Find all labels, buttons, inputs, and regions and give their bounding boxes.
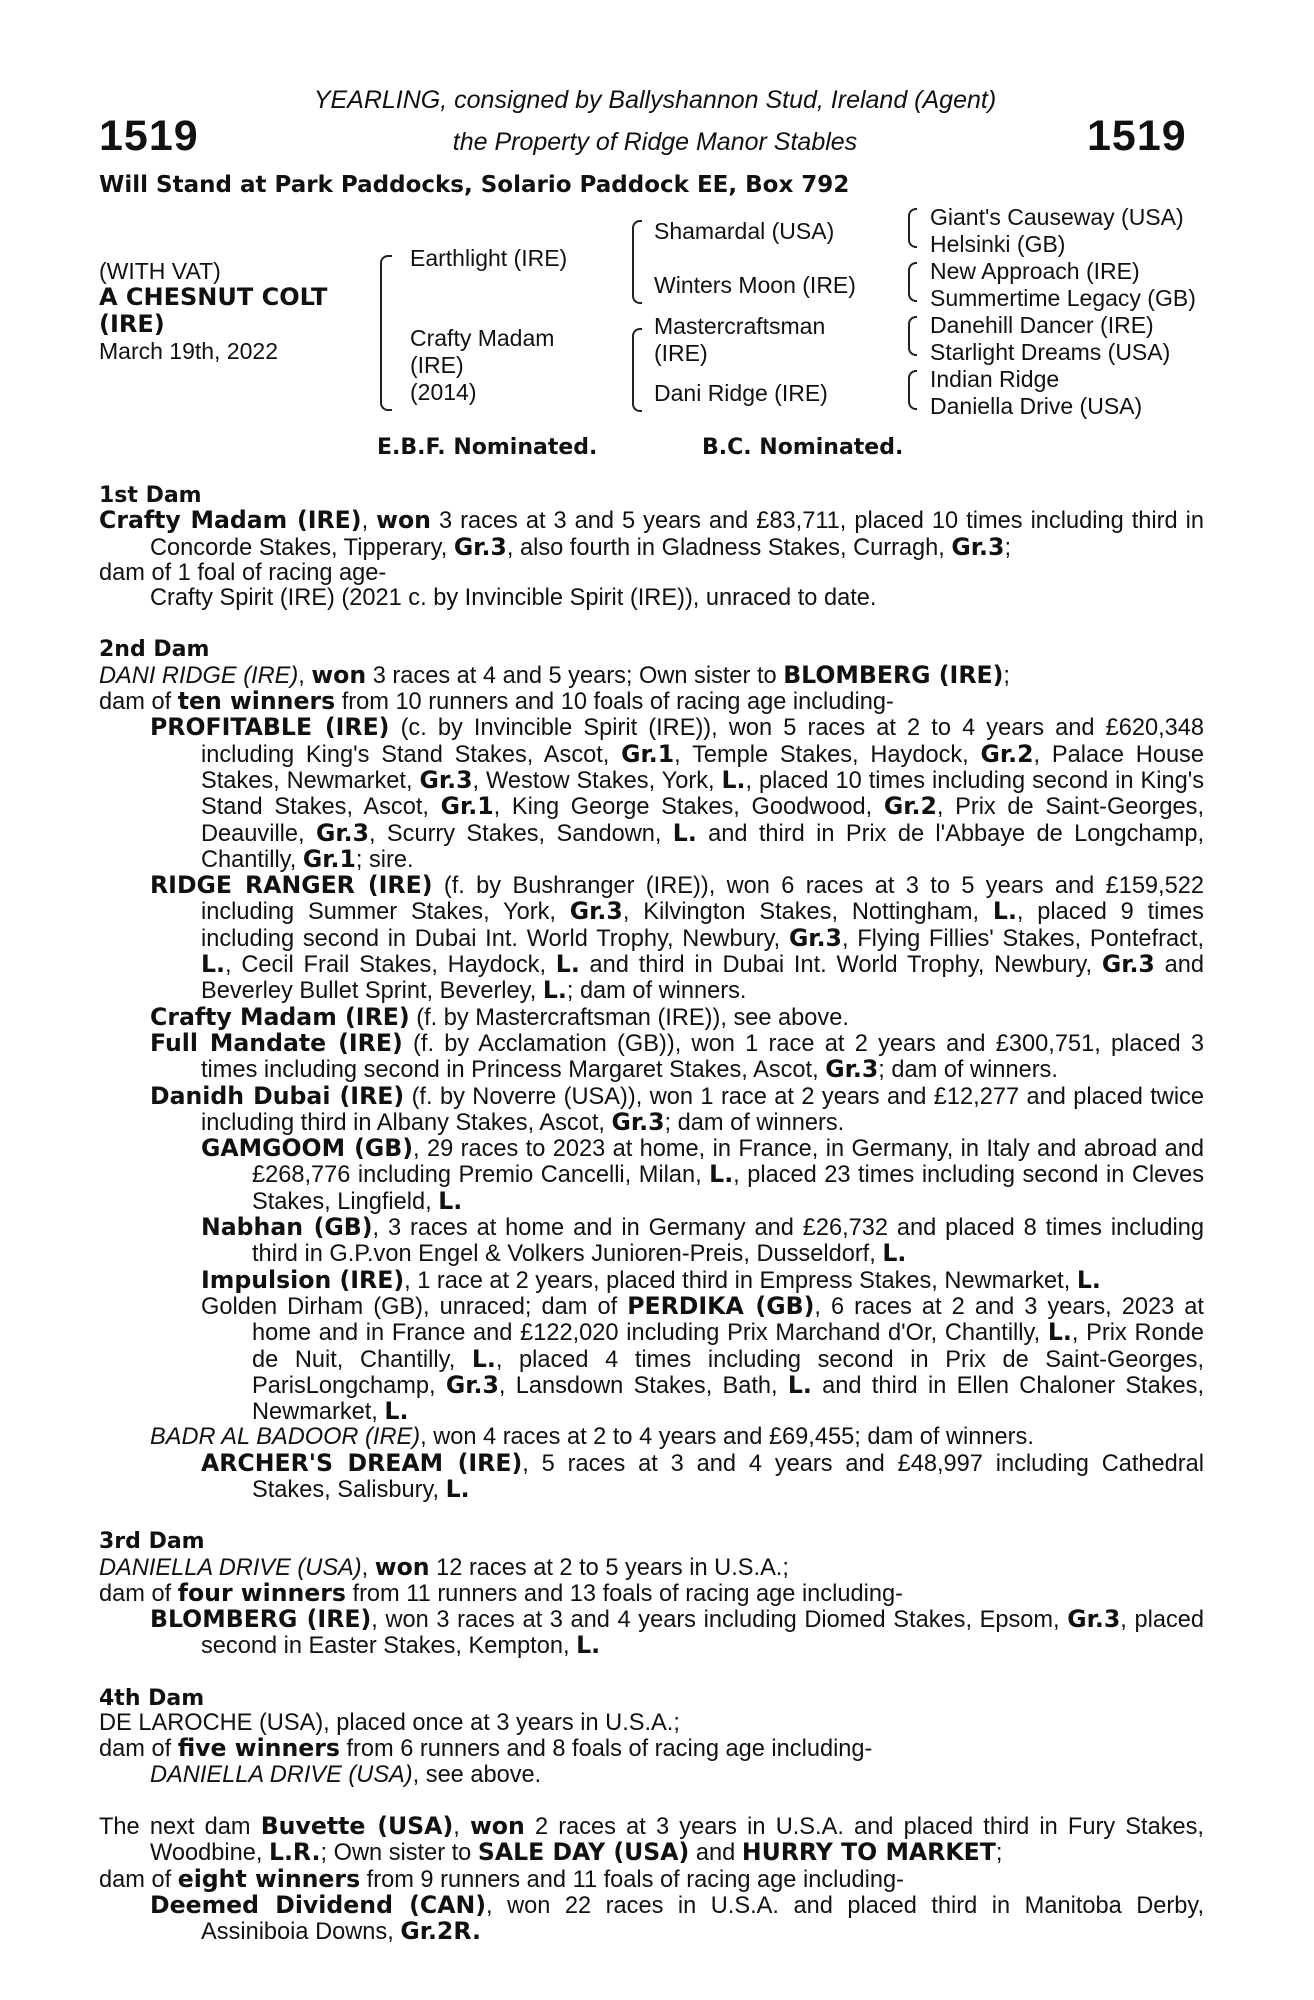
text-run: and third in Ellen Chaloner Stakes, Newmarket, bbox=[252, 1372, 1205, 1426]
sire-sire: Shamardal (USA) bbox=[654, 218, 835, 244]
bold-run: Gr.2R. bbox=[400, 1917, 481, 1946]
second-dam-record bbox=[99, 660, 1204, 689]
text-run: , Westow Stakes, York, bbox=[472, 767, 722, 794]
text-run: , bbox=[298, 662, 312, 689]
bold-run: Buvette (USA) bbox=[260, 1811, 454, 1840]
bold-run: SALE DAY (USA) bbox=[477, 1838, 690, 1867]
produce-archers-dream bbox=[99, 1448, 1205, 1504]
text-run: , see above. bbox=[412, 1761, 542, 1788]
text-run: 2 races at 3 years in U.S.A. and placed third in Fury Stakes, Woodbine, bbox=[150, 1813, 1204, 1867]
text-run: ; Own sister to bbox=[320, 1840, 478, 1867]
text-run: ; sire. bbox=[355, 846, 414, 873]
text-run: (f. by Acclamation (GB)), won 1 race at 2 years and £300,751, placed 3 times including second in Princess Margaret Stakes, Ascot, bbox=[201, 1030, 1204, 1084]
italic-run: BADR AL BADOOR (IRE) bbox=[150, 1424, 421, 1451]
text-run: dam of bbox=[99, 1580, 178, 1607]
fourth-dam-foal bbox=[99, 1763, 1204, 1788]
text-run: , Prix de Saint-Georges, Deauville, bbox=[201, 794, 1204, 847]
bold-run: ten winners bbox=[177, 687, 336, 716]
bold-run: won bbox=[311, 660, 367, 689]
bold-run: Full Mandate (IRE) bbox=[150, 1028, 403, 1057]
bold-run: four winners bbox=[177, 1578, 346, 1607]
text-run: from 11 runners and 13 foals of racing age including- bbox=[345, 1580, 903, 1607]
text-run: , Lansdown Stakes, Bath, bbox=[498, 1372, 788, 1399]
text-run: and Beverley Bullet Sprint, Beverley, bbox=[201, 952, 1204, 1005]
third-dam-heading: 3rd Dam bbox=[99, 1529, 205, 1555]
text-run: from 9 runners and 11 foals of racing age including- bbox=[360, 1866, 904, 1893]
text-run: , placed 9 times including second in Dubai Int. World Trophy, Newbury, bbox=[201, 899, 1204, 952]
text-run: 12 races at 2 to 5 years in U.S.A.; bbox=[429, 1554, 789, 1581]
italic-run: DANIELLA DRIVE (USA) bbox=[99, 1554, 362, 1581]
first-dam-heading: 1st Dam bbox=[99, 483, 202, 508]
produce-blomberg bbox=[99, 1607, 1204, 1660]
bold-run: Gr.3 bbox=[1101, 950, 1155, 979]
produce-gamgoom bbox=[99, 1136, 1204, 1215]
text-run: (c. by Invincible Spirit (IRE)), won 5 races at 2 to 4 years and £620,348 including King's Stand Stakes, Ascot, bbox=[201, 715, 1204, 768]
pedigree-brace-g34 bbox=[908, 262, 917, 302]
text-run: dam of bbox=[99, 1736, 178, 1763]
dam-sire: Mastercraftsman bbox=[654, 313, 826, 339]
bold-run: Gr.3 bbox=[951, 532, 1005, 561]
bold-run: Gr.3 bbox=[315, 818, 369, 847]
text-run: , King George Stakes, Goodwood, bbox=[493, 794, 884, 821]
bold-run: Gr.3 bbox=[788, 923, 842, 952]
bold-run: ARCHER'S DREAM (IRE) bbox=[201, 1448, 523, 1477]
bold-run: L. bbox=[384, 1397, 409, 1426]
bold-run: Gr.3 bbox=[453, 532, 507, 561]
text-run: , placed second in Easter Stakes, Kempton, bbox=[201, 1607, 1204, 1660]
text-run: , bbox=[361, 508, 377, 535]
bold-run: Gr.2 bbox=[883, 792, 937, 821]
text-run: , placed 23 times including second in Cleves Stakes, Lingfield, bbox=[252, 1162, 1204, 1215]
bold-run: BLOMBERG (IRE) bbox=[783, 660, 1004, 689]
italic-run: DANI RIDGE (IRE) bbox=[99, 662, 299, 689]
next-dam-produce bbox=[99, 1864, 1204, 1893]
lot-number-left: 1519 bbox=[99, 112, 199, 160]
text-run: , 5 races at 3 and 4 years and £48,997 including Cathedral Stakes, Salisbury, bbox=[252, 1450, 1205, 1503]
vat-note: (WITH VAT) bbox=[99, 258, 221, 284]
bold-run: Crafty Madam (IRE) bbox=[99, 506, 362, 535]
bold-run: Gr.3 bbox=[445, 1370, 499, 1399]
bold-run: L. bbox=[721, 765, 746, 794]
bold-run: won bbox=[469, 1811, 525, 1840]
pedigree-g7: Indian Ridge bbox=[930, 366, 1060, 392]
bold-run: L. bbox=[445, 1474, 470, 1503]
bold-run: Gr.3 bbox=[1067, 1605, 1121, 1634]
bold-run: PROFITABLE (IRE) bbox=[150, 713, 390, 742]
italic-run: DANIELLA DRIVE (USA) bbox=[150, 1761, 413, 1788]
sire-name: Earthlight (IRE) bbox=[410, 245, 568, 271]
text-run: ; bbox=[1004, 534, 1012, 561]
text-run: , Flying Fillies' Stakes, Pontefract, bbox=[841, 925, 1204, 952]
bold-run: L. bbox=[1047, 1318, 1072, 1347]
bold-run: L. bbox=[438, 1186, 463, 1215]
pedigree-notes bbox=[99, 483, 1204, 1945]
text-run: from 6 runners and 8 foals of racing age including- bbox=[339, 1736, 873, 1763]
pedigree-g3: New Approach (IRE) bbox=[930, 258, 1140, 284]
produce-nabhan bbox=[99, 1215, 1204, 1268]
produce-deemed-dividend bbox=[99, 1890, 1204, 1946]
text-run: and bbox=[689, 1840, 742, 1867]
bold-run: L. bbox=[709, 1160, 734, 1189]
horse-country: (IRE) bbox=[99, 310, 165, 338]
bold-run: Gr.3 bbox=[825, 1055, 879, 1084]
bold-run: Gr.3 bbox=[569, 897, 623, 926]
text-run: 3 races at 4 and 5 years; Own sister to bbox=[366, 662, 784, 689]
property-line: the Property of Ridge Manor Stables bbox=[452, 128, 858, 156]
pedigree-g5: Danehill Dancer (IRE) bbox=[930, 312, 1154, 338]
text-run: and third in Dubai Int. World Trophy, Newbury, bbox=[579, 952, 1102, 979]
bold-run: PERDIKA (GB) bbox=[627, 1291, 815, 1320]
pedigree-brace-g12 bbox=[908, 208, 917, 248]
text-run: ; dam of winners. bbox=[566, 978, 747, 1005]
text-run: , placed 10 times including second in King's Stand Stakes, Ascot, bbox=[201, 767, 1204, 821]
text-run: , bbox=[453, 1813, 470, 1840]
text-run: (f. by Noverre (USA)), won 1 race at 2 years and £12,277 and placed twice including third in Albany Stakes, Ascot, bbox=[201, 1083, 1204, 1136]
bold-run: Deemed Dividend (CAN) bbox=[150, 1890, 487, 1919]
stand-location: Will Stand at Park Paddocks, Solario Paddock EE, Box 792 bbox=[99, 172, 850, 198]
pedigree-g2: Helsinki (GB) bbox=[930, 231, 1066, 257]
bold-run: HURRY TO MARKET bbox=[741, 1838, 996, 1867]
text-run: , 1 race at 2 years, placed third in Empress Stakes, Newmarket, bbox=[404, 1267, 1077, 1294]
sire-dam: Winters Moon (IRE) bbox=[654, 272, 856, 298]
bc-nomination: B.C. Nominated. bbox=[702, 435, 904, 460]
bold-run: Gr.1 bbox=[440, 792, 494, 821]
text-run: , Palace House Stakes, Newmarket, bbox=[201, 741, 1204, 794]
bold-run: L. bbox=[555, 950, 580, 979]
bold-run: L. bbox=[576, 1631, 601, 1660]
bold-run: L. bbox=[672, 818, 697, 847]
dam-dam: Dani Ridge (IRE) bbox=[654, 380, 828, 406]
text-run: ; dam of winners. bbox=[878, 1057, 1058, 1084]
text-run: DE LAROCHE (USA), placed once at 3 years in U.S.A.; bbox=[99, 1710, 680, 1737]
bold-run: GAMGOOM (GB) bbox=[201, 1134, 414, 1163]
text-run: , Scurry Stakes, Sandown, bbox=[369, 820, 673, 847]
text-run: , 3 races at home and in Germany and £26,732 and placed 8 times including third in G.P.von Engel & Volkers Junioren-Preis, Dusseldorf, bbox=[252, 1215, 1204, 1268]
foaling-date: March 19th, 2022 bbox=[99, 338, 279, 364]
bold-run: Gr.3 bbox=[419, 765, 473, 794]
text-run: dam of bbox=[99, 1866, 178, 1893]
produce-badr-al-badoor bbox=[99, 1425, 1204, 1450]
text-run: , Cecil Frail Stakes, Haydock, bbox=[225, 952, 556, 979]
bold-run: five winners bbox=[177, 1734, 340, 1763]
dam-sire-country: (IRE) bbox=[654, 340, 708, 366]
dam-name: Crafty Madam bbox=[410, 325, 555, 351]
second-dam-heading: 2nd Dam bbox=[99, 637, 210, 663]
text-run: , 29 races to 2023 at home, in France, in Germany, in Italy and abroad and £268,776 including Premio Cancelli, Milan, bbox=[252, 1136, 1204, 1189]
pedigree-g8: Daniella Drive (USA) bbox=[930, 393, 1143, 419]
second-dam-produce bbox=[99, 689, 1204, 715]
text-run: , Kilvington Stakes, Nottingham, bbox=[622, 899, 993, 926]
ebf-nomination: E.B.F. Nominated. bbox=[377, 435, 598, 460]
text-run: Golden Dirham (GB), unraced; dam of bbox=[201, 1293, 628, 1320]
fourth-dam-produce bbox=[99, 1736, 1204, 1762]
produce-danidh-dubai bbox=[99, 1081, 1204, 1137]
bold-run: L. bbox=[992, 897, 1017, 926]
text-run: ; bbox=[1003, 662, 1010, 689]
text-run: (f. by Bushranger (IRE)), won 6 races at 3 to 5 years and £159,522 including Summer Stakes, York, bbox=[201, 873, 1204, 926]
produce-impulsion bbox=[99, 1265, 1204, 1294]
text-run: (f. by Mastercraftsman (IRE)), see above. bbox=[409, 1004, 849, 1031]
text-run: , won 3 races at 3 and 4 years including Diomed Stakes, Epsom, bbox=[371, 1607, 1068, 1634]
bold-run: Danidh Dubai (IRE) bbox=[150, 1081, 405, 1110]
text-run: , 6 races at 2 and 3 years, 2023 at home and in France and £122,020 including Prix Marchand d'Or, Chantilly, bbox=[252, 1293, 1204, 1347]
bold-run: Nabhan (GB) bbox=[201, 1213, 373, 1242]
bold-run: L.R. bbox=[268, 1838, 321, 1867]
bold-run: L. bbox=[471, 1344, 496, 1373]
fourth-dam-record bbox=[99, 1711, 1204, 1736]
dam-country: (IRE) bbox=[410, 352, 464, 378]
bold-run: eight winners bbox=[177, 1864, 361, 1893]
third-dam-record bbox=[99, 1552, 1204, 1581]
pedigree-brace-dam bbox=[632, 328, 642, 412]
bold-run: Gr.1 bbox=[302, 844, 356, 873]
pedigree-g1: Giant's Causeway (USA) bbox=[930, 204, 1184, 230]
bold-run: won bbox=[376, 506, 431, 535]
text-run: , bbox=[361, 1554, 375, 1581]
bold-run: Gr.2 bbox=[980, 739, 1034, 768]
dam-year: (2014) bbox=[410, 379, 477, 405]
text-run: and third in Prix de l'Abbaye de Longchamp, Chantilly, bbox=[201, 820, 1204, 873]
third-dam-produce bbox=[99, 1578, 1204, 1607]
bold-run: L. bbox=[542, 976, 567, 1005]
text-run: Crafty Spirit (IRE) (2021 c. by Invincible Spirit (IRE)), unraced to date. bbox=[150, 585, 877, 612]
fourth-dam-heading: 4th Dam bbox=[99, 1685, 205, 1711]
first-dam-produce bbox=[99, 561, 1204, 586]
text-run: 3 races at 3 and 5 years and £83,711, placed 10 times including third in Concorde Stakes, Tipperary, bbox=[150, 508, 1204, 561]
first-dam-record bbox=[99, 508, 1204, 561]
produce-golden-dirham bbox=[99, 1291, 1205, 1426]
bold-run: L. bbox=[882, 1239, 907, 1268]
pedigree-brace-g78 bbox=[908, 370, 917, 410]
text-run: ; bbox=[995, 1840, 1003, 1867]
bold-run: Crafty Madam (IRE) bbox=[150, 1002, 410, 1031]
text-run: , placed 4 times including second in Prix de Saint-Georges, ParisLongchamp, bbox=[252, 1346, 1204, 1399]
produce-crafty-madam bbox=[99, 1002, 1204, 1031]
bold-run: Gr.3 bbox=[611, 1107, 665, 1136]
next-dam-record bbox=[99, 1811, 1204, 1867]
text-run: from 10 runners and 10 foals of racing age including- bbox=[335, 689, 894, 716]
first-dam-foal bbox=[99, 586, 1204, 611]
pedigree-g4: Summertime Legacy (GB) bbox=[930, 285, 1196, 311]
bold-run: BLOMBERG (IRE) bbox=[150, 1605, 372, 1634]
produce-ridge-ranger bbox=[99, 873, 1204, 1004]
text-run: The next dam bbox=[99, 1813, 261, 1840]
bold-run: won bbox=[374, 1552, 430, 1581]
text-run: , won 4 races at 2 to 4 years and £69,455; dam of winners. bbox=[420, 1424, 1034, 1451]
text-run: , Temple Stakes, Haydock, bbox=[674, 741, 981, 768]
bold-run: Impulsion (IRE) bbox=[201, 1265, 405, 1294]
bold-run: RIDGE RANGER (IRE) bbox=[150, 871, 433, 900]
pedigree-brace-main bbox=[380, 255, 392, 411]
text-run: , won 22 races in U.S.A. and placed third in Manitoba Derby, Assiniboia Downs, bbox=[201, 1892, 1204, 1946]
bold-run: L. bbox=[1076, 1265, 1101, 1294]
bold-run: L. bbox=[787, 1370, 812, 1399]
pedigree-brace-sire bbox=[632, 220, 642, 304]
bold-run: Gr.1 bbox=[621, 739, 675, 768]
text-run: dam of 1 foal of racing age- bbox=[99, 559, 387, 586]
pedigree-brace-g56 bbox=[908, 316, 917, 356]
produce-profitable bbox=[99, 715, 1204, 873]
text-run: , Prix Ronde de Nuit, Chantilly, bbox=[252, 1320, 1204, 1373]
text-run: ; dam of winners. bbox=[664, 1109, 845, 1136]
lot-number-right: 1519 bbox=[1087, 112, 1187, 160]
bold-run: L. bbox=[201, 950, 225, 979]
horse-description: A CHESNUT COLT bbox=[99, 283, 328, 311]
text-run: , also fourth in Gladness Stakes, Curragh, bbox=[506, 534, 952, 561]
consignor-line: YEARLING, consigned by Ballyshannon Stud, Ireland (Agent) bbox=[313, 86, 997, 114]
produce-full-mandate bbox=[99, 1028, 1204, 1084]
pedigree-g6: Starlight Dreams (USA) bbox=[930, 339, 1171, 365]
text-run: dam of bbox=[99, 689, 178, 716]
